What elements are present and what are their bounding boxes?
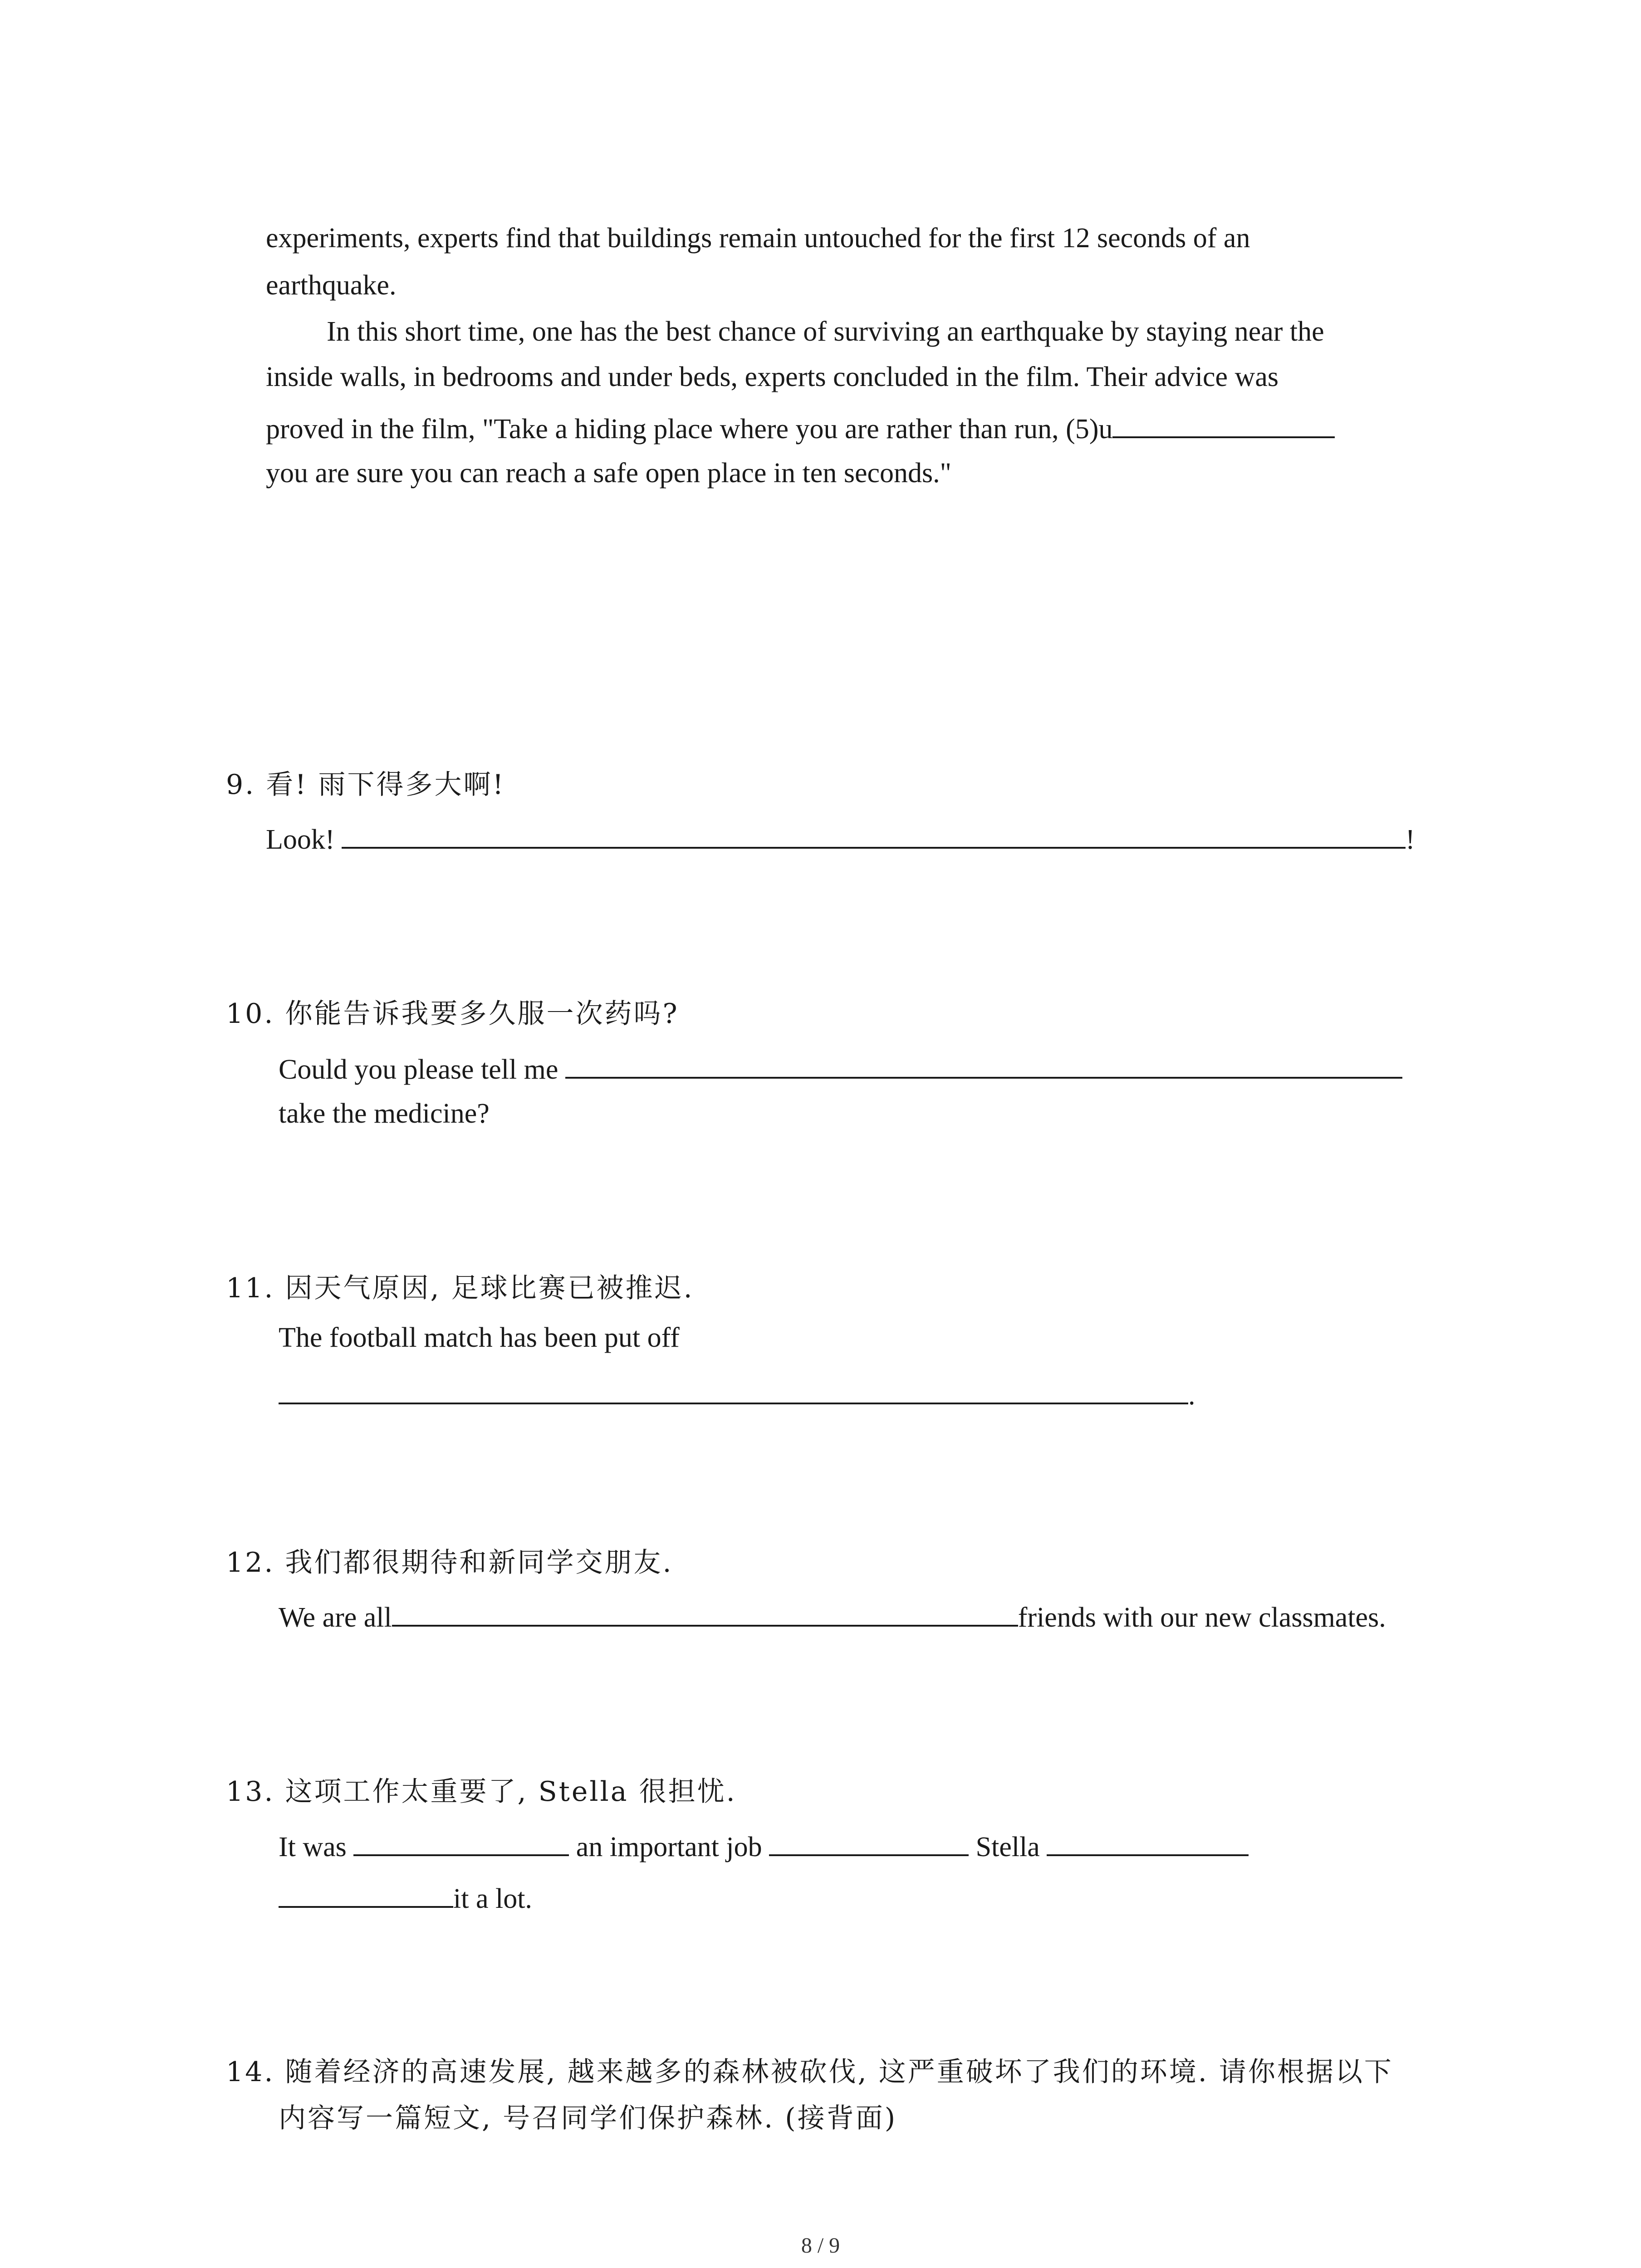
q9-suffix: ! [1406, 824, 1415, 855]
q10-answer-blank[interactable] [565, 1053, 1402, 1079]
q12-answer-line [279, 1601, 1386, 1632]
q13-answer-line-2 [279, 1882, 532, 1913]
q11-number: 11. [226, 1272, 275, 1304]
q13-part1: It was [279, 1832, 347, 1862]
q10-answer-line [279, 1053, 1402, 1084]
passage-line-with-blank [266, 413, 1335, 443]
page-number: 8 / 9 [801, 2234, 840, 2258]
q12-prefix: We are all [279, 1602, 392, 1633]
q13-part3: Stella [975, 1832, 1040, 1862]
q11-prompt [226, 1272, 694, 1304]
q11-suffix: . [1188, 1380, 1195, 1411]
q10-prefix: Could you please tell me [279, 1054, 558, 1085]
q13-answer-blank-4[interactable] [279, 1882, 453, 1908]
q9-prefix: Look! [266, 824, 335, 855]
q13-answer-blank-3[interactable] [1047, 1831, 1249, 1856]
q14-number: 14. [226, 2056, 275, 2088]
q9-answer-line [266, 823, 1415, 854]
q11-answer-blank[interactable] [279, 1379, 1188, 1404]
q12-answer-blank[interactable] [392, 1601, 1018, 1627]
q13-answer-blank-1[interactable] [353, 1831, 569, 1856]
q14-chinese-line2: 内容写一篇短文, 号召同学们保护森林. (接背面) [279, 2102, 897, 2134]
q13-part2: an important job [576, 1832, 762, 1862]
q10-prompt [226, 998, 679, 1030]
passage-line: In this short time, one has the best chance of surviving an earthquake by staying near the [327, 316, 1324, 347]
q11-answer-line [279, 1379, 1195, 1409]
q9-number: 9. [226, 769, 256, 801]
passage-text: proved in the film, "Take a hiding place where you are rather than run, (5)u [266, 414, 1113, 445]
q11-chinese: 因天气原因, 足球比赛已被推迟. [285, 1272, 694, 1304]
passage-line: earthquake. [266, 270, 397, 301]
q12-chinese: 我们都很期待和新同学交朋友. [285, 1547, 673, 1579]
q10-number: 10. [226, 998, 275, 1030]
q13-part4: it a lot. [453, 1883, 532, 1914]
q13-answer-line [279, 1831, 1249, 1861]
q13-answer-blank-2[interactable] [769, 1831, 969, 1856]
q12-suffix: friends with our new classmates. [1018, 1602, 1386, 1633]
passage-line: you are sure you can reach a safe open place in ten seconds." [266, 458, 951, 489]
q12-prompt [226, 1547, 673, 1579]
q9-chinese: 看! 雨下得多大啊! [266, 769, 505, 801]
passage-line: experiments, experts find that buildings remain untouched for the first 12 seconds of an [266, 223, 1250, 254]
q10-chinese: 你能告诉我要多久服一次药吗? [285, 998, 679, 1030]
q10-line2: take the medicine? [279, 1098, 490, 1129]
q13-chinese: 这项工作太重要了, Stella 很担忧. [285, 1776, 737, 1808]
q13-number: 13. [226, 1776, 275, 1808]
q13-prompt [226, 1776, 737, 1808]
q11-line1: The football match has been put off [279, 1322, 680, 1353]
q9-answer-blank[interactable] [342, 823, 1406, 849]
answer-blank-5[interactable] [1112, 413, 1335, 438]
q9-prompt [226, 769, 505, 801]
q14-chinese-line1: 随着经济的高速发展, 越来越多的森林被砍伐, 这严重破坏了我们的环境. 请你根据以下 [285, 2056, 1393, 2088]
passage-line: inside walls, in bedrooms and under beds, experts concluded in the film. Their advice was [266, 362, 1279, 392]
q12-number: 12. [226, 1547, 275, 1579]
q14-prompt [226, 2058, 1393, 2086]
